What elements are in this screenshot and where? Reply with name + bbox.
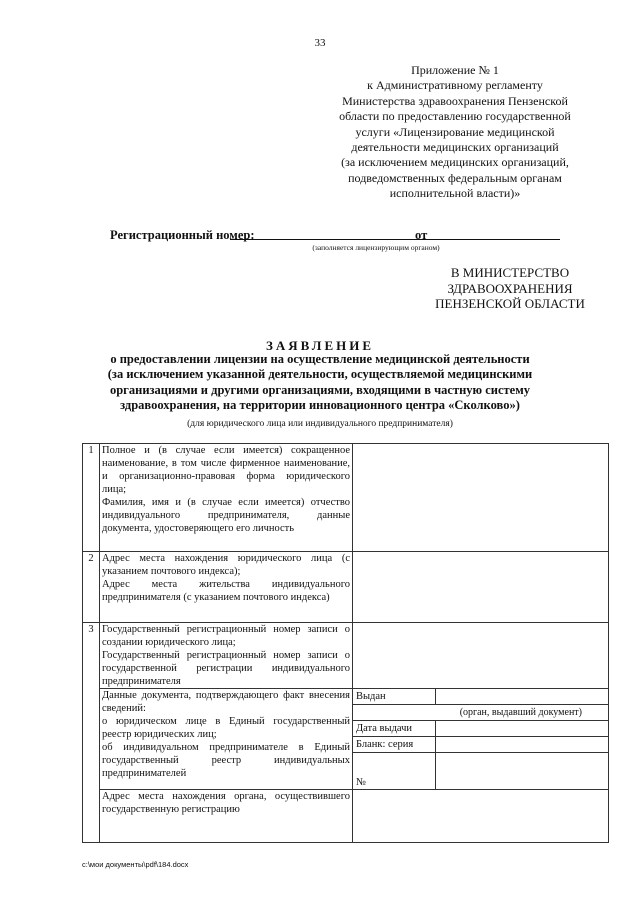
registration-note: (заполняется лицензирующим органом): [312, 243, 440, 252]
addressee-line: ЗДРАВООХРАНЕНИЯ: [447, 280, 573, 296]
answer-cell[interactable]: [353, 444, 609, 552]
row-paragraph: Адрес места нахождения органа, осуществившего государственную регистрацию: [102, 791, 350, 815]
row-description: [100, 552, 353, 623]
row-paragraph: Адрес места жительства индивидуального предпринимателя (с указанием почтового индекса): [102, 579, 350, 603]
form-series-label: Бланк: серия: [353, 737, 435, 753]
row-paragraph: Полное и (в случае если имеется) сокращенное наименование, в том числе фирменное наименование, и организационно-правовая форма юридического лица;: [102, 445, 350, 495]
answer-cell[interactable]: [353, 623, 609, 689]
number-label: №: [353, 753, 435, 790]
addressee-line: ПЕНЗЕНСКОЙ ОБЛАСТИ: [435, 296, 585, 311]
issued-label: Выдан: [353, 689, 435, 705]
subtitle-line: о предоставлении лицензии на осуществление медицинской деятельности: [110, 352, 530, 366]
row-paragraph: Данные документа, подтверждающего факт внесения сведений:: [102, 690, 350, 714]
row-description: [100, 623, 353, 689]
number-field[interactable]: [435, 753, 608, 790]
document-title: ЗАЯВЛЕНИЕ: [265, 338, 375, 353]
issue-date-field[interactable]: [435, 721, 608, 737]
issuer-note: (орган, выдавший документ): [353, 705, 608, 721]
appendix-line: области по предоставлению государственной: [339, 109, 571, 124]
table-row: [83, 689, 609, 790]
row-paragraph: Государственный регистрационный номер записи о государственной регистрации индивидуального предпринимателя: [102, 650, 350, 687]
appendix-line: Приложение № 1: [411, 63, 499, 77]
subtitle-line: здравоохранения, на территории инновационного центра «Сколково»): [120, 398, 520, 413]
row-number: 3: [83, 623, 100, 843]
row-number: 2: [83, 552, 100, 623]
appendix-line: к Административному регламенту: [367, 78, 543, 93]
appendix-line: услуги «Лицензирование медицинской: [355, 124, 555, 139]
answer-cell[interactable]: [353, 552, 609, 623]
issue-date-label: Дата выдачи: [353, 721, 435, 737]
file-path-footer: c:\мои документы\pdf\184.docx: [82, 860, 189, 869]
table-row: [83, 790, 609, 843]
document-details-grid: [353, 689, 608, 789]
row-paragraph: об индивидуальном предпринимателе в Единый государственный реестр индивидуальных предпринимателей: [102, 742, 350, 779]
appendix-line: подведомственных федеральным органам: [348, 170, 562, 185]
registration-line: [110, 228, 580, 254]
subtitle-line: организациями и другими организациями, входящими в частную систему: [109, 382, 530, 397]
registration-date-blank[interactable]: [436, 239, 560, 240]
form-series-field[interactable]: [435, 737, 608, 753]
appendix-line: Министерства здравоохранения Пензенской: [342, 93, 568, 108]
appendix-header: [330, 63, 580, 202]
registration-date-label: от: [415, 228, 428, 242]
row-description: [100, 444, 353, 552]
row-paragraph: Адрес места нахождения юридического лица (с указанием почтового индекса);: [102, 553, 350, 577]
subtitle-line: (за исключением указанной деятельности, осуществляемой медицинскими: [107, 367, 533, 382]
row-paragraph: о юридическом лице в Единый государственный реестр юридических лиц;: [102, 716, 350, 740]
answer-cell[interactable]: [353, 790, 609, 843]
table-row: [83, 444, 609, 552]
addressee-line: В МИНИСТЕРСТВО: [450, 265, 570, 280]
page-number: 33: [314, 37, 326, 49]
document-subtitle: [90, 352, 550, 414]
row-number: 1: [83, 444, 100, 552]
appendix-line: исполнительной власти)»: [389, 186, 521, 201]
applicant-type-caption: (для юридического лица или индивидуального предпринимателя): [187, 419, 453, 429]
row-paragraph: Государственный регистрационный номер записи о создании юридического лица;: [102, 624, 350, 648]
issued-field[interactable]: [435, 689, 608, 705]
registration-number-label: Регистрационный номер:: [110, 228, 255, 242]
row-description: [100, 790, 353, 843]
document-details-cell: [353, 689, 609, 790]
application-form-table: [82, 443, 609, 843]
table-row: [83, 552, 609, 623]
addressee: [405, 265, 615, 312]
table-row: [83, 623, 609, 689]
appendix-line: деятельности медицинских организаций: [351, 140, 559, 155]
row-paragraph: Фамилия, имя и (в случае если имеется) отчество индивидуального предпринимателя, данные документа, удостоверяющего его личность: [102, 497, 350, 534]
row-description: [100, 689, 353, 790]
appendix-line: (за исключением медицинских организаций,: [341, 155, 569, 170]
